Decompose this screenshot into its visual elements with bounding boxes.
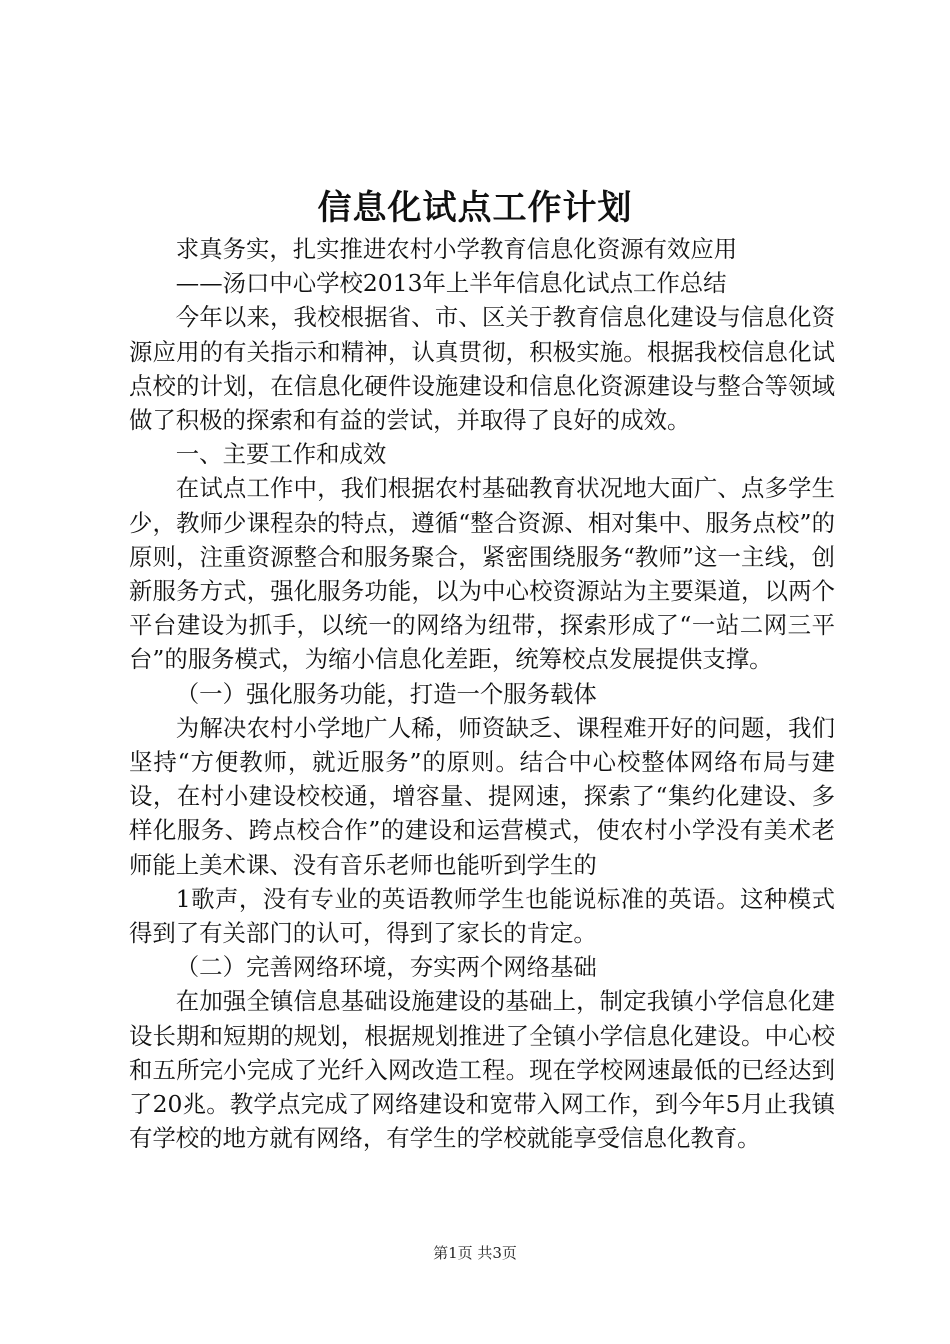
page-number-footer: 第1页 共3页 [433,1244,517,1262]
body-paragraph: 1歌声，没有专业的英语教师学生也能说标准的英语。这种模式得到了有关部门的认可，得到了家长的肯定。 [129,884,835,948]
subtitle-source-line: ——汤口中心学校2013年上半年信息化试点工作总结 [175,269,727,298]
section-heading-1: 一、主要工作和成效 [175,440,387,469]
subsection-heading-1: （一）强化服务功能，打造一个服务载体 [175,679,597,708]
intro-paragraph: 今年以来，我校根据省、市、区关于教育信息化建设与信息化资源应用的有关指示和精神，认真贯彻，积极实施。根据我校信息化试点校的计划，在信息化硬件设施建设和信息化资源建设与整合等领域做了积极的探索和有益的尝试，并取得了良好的成效。 [129,303,835,435]
subtitle-line: 求真务实，扎实推进农村小学教育信息化资源有效应用 [175,235,738,263]
body-paragraph: 在加强全镇信息基础设施建设的基础上，制定我镇小学信息化建设长期和短期的规划，根据规划推进了全镇小学信息化建设。中心校和五所完小完成了光纤入网改造工程。现在学校网速最低的已经达到了20兆。教学点完成了网络建设和宽带入网工作，到今年5月止我镇有学校的地方就有网络，有学生的学校就能享受信息化教育。 [129,987,835,1153]
body-paragraph: 为解决农村小学地广人稀，师资缺乏、课程难开好的问题，我们坚持“方便教师，就近服务”的原则。结合中心校整体网络布局与建设，在村小建设校校通，增容量、提网速，探索了“集约化建设、多样化服务、跨点校合作”的建设和运营模式，使农村小学没有美术老师能上美术课、没有音乐老师也能听到学生的 [129,713,835,879]
subsection-heading-2: （二）完善网络环境，夯实两个网络基础 [175,953,597,982]
document-body [129,232,835,1155]
body-paragraph: 在试点工作中，我们根据农村基础教育状况地大面广、点多学生少，教师少课程杂的特点，遵循“整合资源、相对集中、服务点校”的原则，注重资源整合和服务聚合，紧密围绕服务“教师”这一主线，创新服务方式，强化服务功能，以为中心校资源站为主要渠道，以两个平台建设为抓手，以统一的网络为纽带，探索形成了“一站二网三平台”的服务模式，为缩小信息化差距，统筹校点发展提供支撑。 [129,474,835,674]
document-title: 信息化试点工作计划 [317,188,633,228]
